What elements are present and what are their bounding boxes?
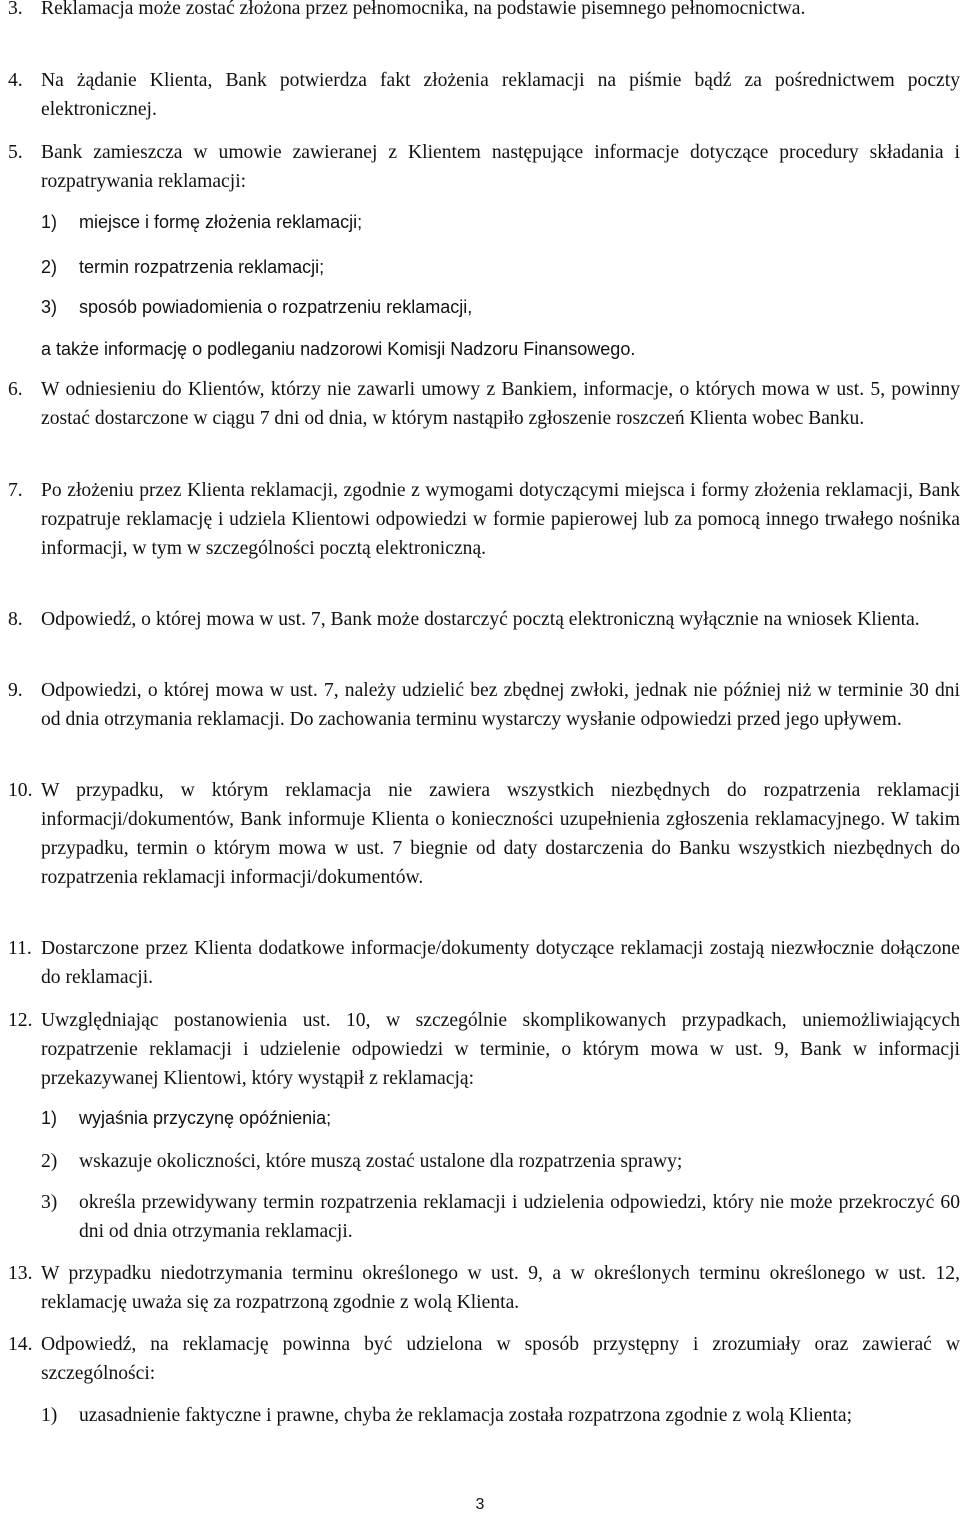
paragraph-13: 13. W przypadku niedotrzymania terminu określonego w ust. 9, a w określonych terminu określonego w ust. 12, reklamację uważa się za rozpatrzoną zgodnie z wolą Klienta. — [8, 1263, 960, 1313]
sub-item-14-1: 1) uzasadnienie faktyczne i prawne, chyba że reklamacja została rozpatrzona zgodnie z wolą Klienta; — [41, 1405, 853, 1426]
paragraph-5-closing: a także informację o podleganiu nadzorowi Komisji Nadzoru Finansowego. — [41, 339, 636, 359]
sub-item-5-1: 1) miejsce i formę złożenia reklamacji; — [41, 212, 363, 232]
paragraph-3: 3. Reklamacja może zostać złożona przez pełnomocnika, na podstawie pisemnego pełnomocnictwa. — [8, 0, 806, 19]
sub-item-5-3: 3) sposób powiadomienia o rozpatrzeniu reklamacji, — [41, 297, 473, 317]
paragraph-8: 8. Odpowiedź, o której mowa w ust. 7, Bank może dostarczyć pocztą elektroniczną wyłącznie na wniosek Klienta. — [8, 609, 920, 630]
sub-item-5-2: 2) termin rozpatrzenia reklamacji; — [41, 257, 325, 277]
sub-item-12-1: 1) wyjaśnia przyczynę opóźnienia; — [41, 1108, 332, 1128]
paragraph-9: 9. Odpowiedzi, o której mowa w ust. 7, należy udzielić bez zbędnej zwłoki, jednak nie później niż w terminie 30 dni od dnia otrzymania reklamacji. Do zachowania terminu wystarczy wysłanie odpowiedzi przed jego upływem. — [8, 680, 960, 730]
paragraph-12: 12. Uwzględniając postanowienia ust. 10, w szczególnie skomplikowanych przypadkach, uniemożliwiających rozpatrzenie reklamacji i udzielenie odpowiedzi w terminie, o którym mowa w ust. 9, Bank w informacji przekazywanej Klientowi, który wystąpił z reklamacją: — [8, 1010, 960, 1089]
paragraph-5: 5. Bank zamieszcza w umowie zawieranej z Klientem następujące informacje dotyczące procedury składania i rozpatrywania reklamacji: — [8, 142, 960, 192]
paragraph-10: 10. W przypadku, w którym reklamacja nie zawiera wszystkich niezbędnych do rozpatrzenia reklamacji informacji/dokumentów, Bank informuje Klienta o konieczności uzupełnienia zgłoszenia reklamacyjnego. W takim przypadku, termin o którym mowa w ust. 7 biegnie od daty dostarczenia do Banku wszystkich niezbędnych do rozpatrzenia reklamacji informacji/dokumentów. — [8, 780, 960, 888]
paragraph-14: 14. Odpowiedź, na reklamację powinna być udzielona w sposób przystępny i zrozumiały oraz zawierać w szczególności: — [8, 1334, 960, 1384]
sub-item-12-2: 2) wskazuje okoliczności, które muszą zostać ustalone dla rozpatrzenia sprawy; — [41, 1151, 683, 1172]
page-number: 3 — [475, 1496, 485, 1513]
paragraph-4: 4. Na żądanie Klienta, Bank potwierdza fakt złożenia reklamacji na piśmie bądź za pośrednictwem poczty elektronicznej. — [8, 70, 960, 120]
paragraph-6: 6. W odniesieniu do Klientów, którzy nie zawarli umowy z Bankiem, informacje, o których mowa w ust. 5, powinny zostać dostarczone w ciągu 7 dni od dnia, w którym nastąpiło zgłoszenie roszczeń Klienta wobec Banku. — [8, 379, 960, 429]
paragraph-7: 7. Po złożeniu przez Klienta reklamacji, zgodnie z wymogami dotyczącymi miejsca i formy złożenia reklamacji, Bank rozpatruje reklamację i udziela Klientowi odpowiedzi w formie papierowej lub za pomocą innego trwałego nośnika informacji, w tym w szczególności pocztą elektroniczną. — [8, 480, 960, 559]
sub-item-12-3: 3) określa przewidywany termin rozpatrzenia reklamacji i udzielenia odpowiedzi, który nie może przekroczyć 60 dni od dnia otrzymania reklamacji. — [41, 1192, 960, 1242]
paragraph-11: 11. Dostarczone przez Klienta dodatkowe informacje/dokumenty dotyczące reklamacji zostają niezwłocznie dołączone do reklamacji. — [8, 938, 960, 988]
